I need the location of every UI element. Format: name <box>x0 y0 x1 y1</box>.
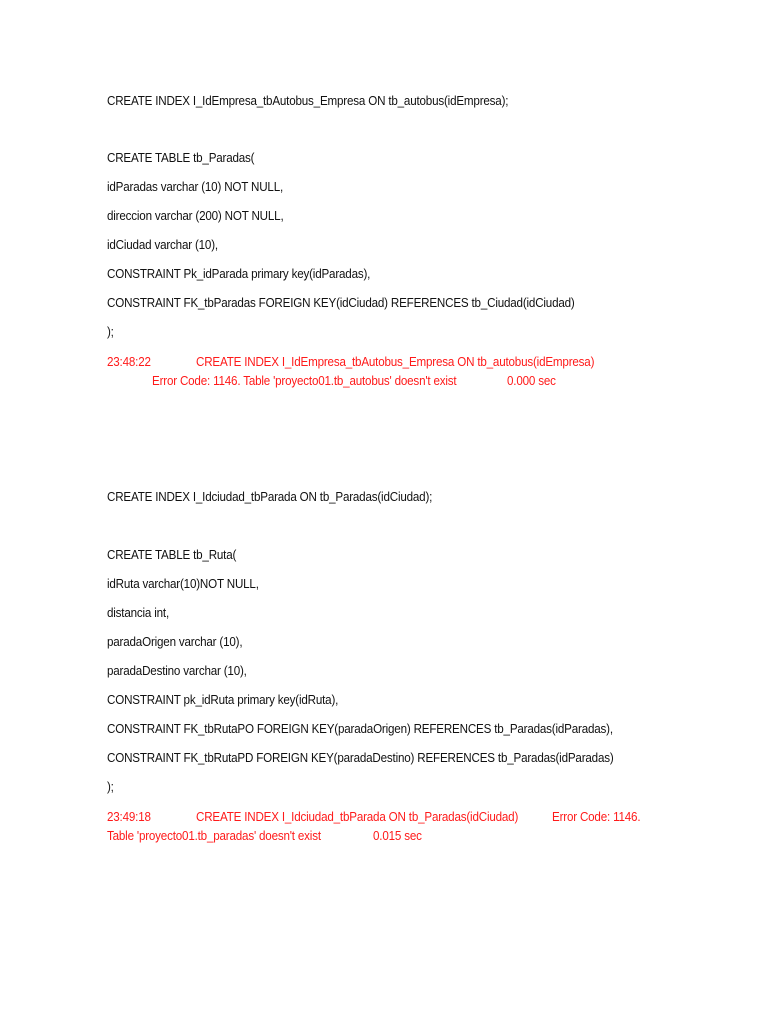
create-table-ruta: CREATE TABLE tb_Ruta( <box>107 548 237 562</box>
error-code: Error Code: 1146. <box>552 810 641 824</box>
error-duration: 0.015 sec <box>373 829 422 843</box>
column-direccion: direccion varchar (200) NOT NULL, <box>107 209 284 223</box>
error-statement: CREATE INDEX I_IdEmpresa_tbAutobus_Empresa ON tb_autobus(idEmpresa) <box>196 355 595 369</box>
constraint-pk-idruta: CONSTRAINT pk_idRuta primary key(idRuta), <box>107 693 339 707</box>
column-paradadestino: paradaDestino varchar (10), <box>107 664 247 678</box>
create-index-ciudad: CREATE INDEX I_Idciudad_tbParada ON tb_Paradas(idCiudad); <box>107 490 433 504</box>
constraint-fk-tbparadas: CONSTRAINT FK_tbParadas FOREIGN KEY(idCiudad) REFERENCES tb_Ciudad(idCiudad) <box>107 296 575 310</box>
error-time: 23:48:22 <box>107 355 151 369</box>
constraint-fk-tbrutapo: CONSTRAINT FK_tbRutaPO FOREIGN KEY(paradaOrigen) REFERENCES tb_Paradas(idParadas), <box>107 722 613 736</box>
error-statement: CREATE INDEX I_Idciudad_tbParada ON tb_Paradas(idCiudad) <box>196 810 519 824</box>
error-time: 23:49:18 <box>107 810 151 824</box>
column-paradaorigen: paradaOrigen varchar (10), <box>107 635 243 649</box>
create-index-empresa: CREATE INDEX I_IdEmpresa_tbAutobus_Empresa ON tb_autobus(idEmpresa); <box>107 94 509 108</box>
column-idruta: idRuta varchar(10)NOT NULL, <box>107 577 259 591</box>
column-idparadas: idParadas varchar (10) NOT NULL, <box>107 180 284 194</box>
error-message: Table 'proyecto01.tb_paradas' doesn't exist <box>107 829 321 843</box>
close-paren: ); <box>107 780 114 794</box>
error-message: Error Code: 1146. Table 'proyecto01.tb_autobus' doesn't exist <box>152 374 457 388</box>
constraint-pk-idparada: CONSTRAINT Pk_idParada primary key(idParadas), <box>107 267 371 281</box>
constraint-fk-tbrutapd: CONSTRAINT FK_tbRutaPD FOREIGN KEY(paradaDestino) REFERENCES tb_Paradas(idParadas) <box>107 751 614 765</box>
error-duration: 0.000 sec <box>507 374 556 388</box>
column-idciudad: idCiudad varchar (10), <box>107 238 218 252</box>
create-table-paradas: CREATE TABLE tb_Paradas( <box>107 151 255 165</box>
close-paren: ); <box>107 325 114 339</box>
column-distancia: distancia int, <box>107 606 170 620</box>
